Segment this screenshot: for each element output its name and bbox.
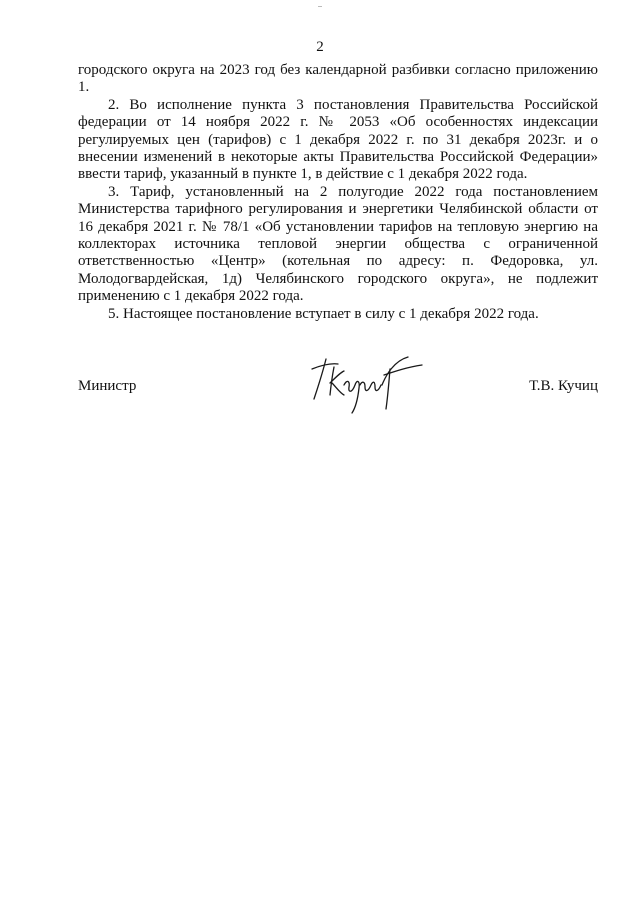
paragraph-continuation: городского округа на 2023 год без календарной разбивки согласно приложению 1. bbox=[78, 62, 598, 96]
handwritten-signature bbox=[304, 355, 434, 417]
paragraph-clause-2: 2. Во исполнение пункта 3 постановления Правительства Российской федерации от 14 ноября 2022 г. № 2053 «Об особенностях индексации регулируемых цен (тарифов) с 1 декабря 2022 г. по 31 декабря 2023г. и о внесении изменений в некоторые акты Правительства Российской Федерации» ввести тариф, указанный в пункте 1, в действие с 1 декабря 2022 года. bbox=[78, 96, 598, 183]
signatory-name: Т.В. Кучиц bbox=[529, 378, 598, 394]
page-number: 2 bbox=[316, 39, 324, 55]
signature-block bbox=[78, 355, 598, 425]
scan-mark bbox=[318, 6, 322, 7]
paragraph-clause-3: 3. Тариф, установленный на 2 полугодие 2022 года постановлением Министерства тарифного регулирования и энергетики Челябинской области от 16 декабря 2021 г. № 78/1 «Об установлении тарифов на тепловую энергию на коллекторах источника тепловой энергии общества с ограниченной ответственностью «Центр» (котельная по адресу: п. Федоровка, ул. Молодогвардейская, 1д) Челябинского городского округа», не подлежит применению с 1 декабря 2022 года. bbox=[78, 183, 598, 305]
document-body bbox=[78, 62, 598, 323]
signatory-title: Министр bbox=[78, 378, 137, 394]
paragraph-clause-5: 5. Настоящее постановление вступает в силу с 1 декабря 2022 года. bbox=[108, 305, 539, 322]
